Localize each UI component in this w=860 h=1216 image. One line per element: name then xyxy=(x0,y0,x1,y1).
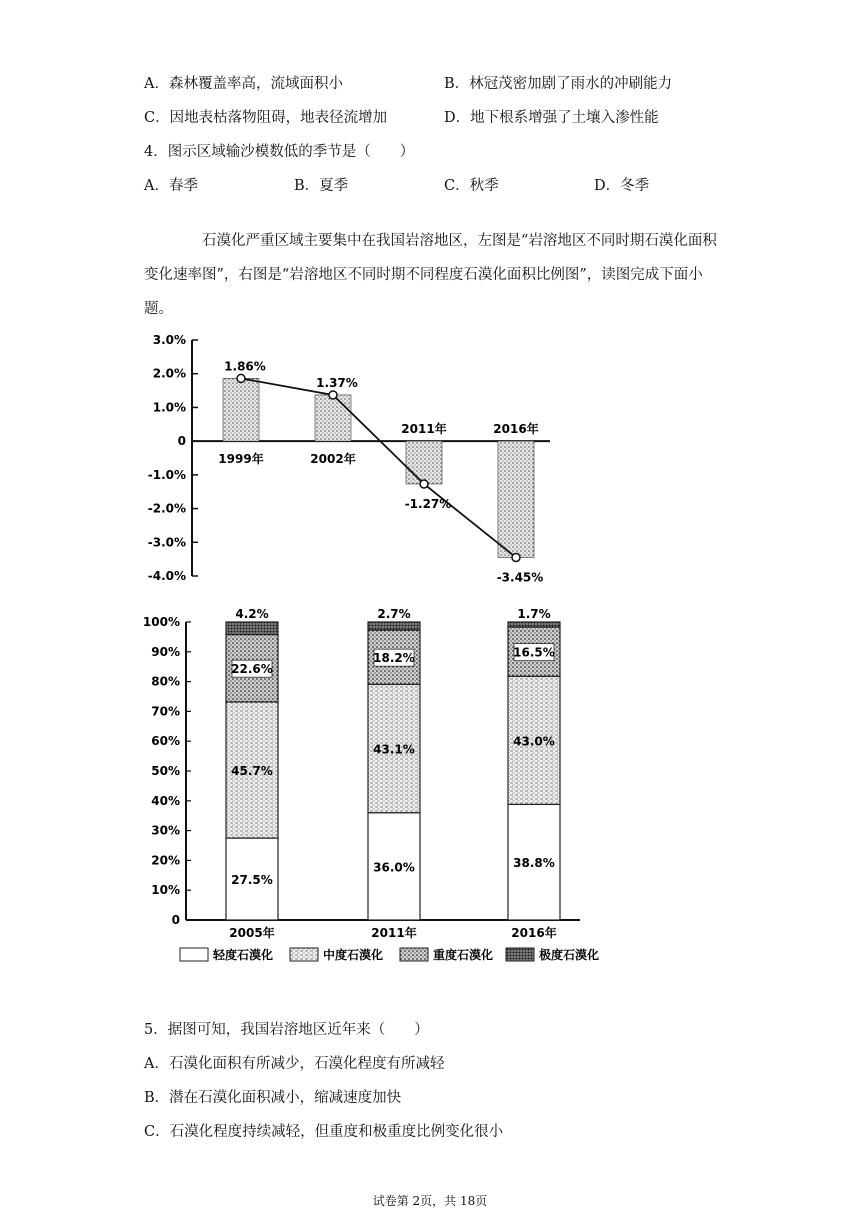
y-tick-label: 70% xyxy=(151,704,180,719)
value-label: 2.7% xyxy=(377,607,411,621)
rate-change-chart xyxy=(140,330,580,590)
q5-option-b: B．潜在石漠化面积减小，缩减速度加快 xyxy=(144,1090,402,1106)
y-tick-label: 1.0% xyxy=(152,400,186,415)
value-label: 45.7% xyxy=(231,763,273,778)
y-tick-label: 30% xyxy=(151,823,180,838)
q5-option-c: C．石漠化程度持续减轻，但重度和极重度比例变化很小 xyxy=(144,1124,504,1140)
q4-option-a: A．春季 xyxy=(144,178,198,194)
legend-swatch xyxy=(290,948,318,961)
category-label: 2016年 xyxy=(493,422,539,437)
y-tick-label: -1.0% xyxy=(147,467,186,482)
stacked-proportion-chart xyxy=(140,606,610,970)
y-tick-label: 0 xyxy=(177,434,186,449)
value-label: 36.0% xyxy=(373,860,415,875)
value-label: 38.8% xyxy=(513,856,555,871)
category-label: 2011年 xyxy=(371,926,417,940)
legend-label: 极度石漠化 xyxy=(539,948,600,962)
value-label: 1.37% xyxy=(316,375,358,390)
y-tick-label: 2.0% xyxy=(152,366,186,381)
page-footer: 试卷第 2页，共 18页 xyxy=(372,1194,488,1208)
stacked-segment xyxy=(368,622,420,630)
y-tick-label: 40% xyxy=(151,793,180,808)
value-label: 43.0% xyxy=(513,734,555,749)
value-label: 16.5% xyxy=(513,645,555,660)
value-label: 1.86% xyxy=(224,359,266,374)
y-tick-label: 100% xyxy=(142,615,180,629)
rate-bar xyxy=(315,395,351,441)
y-tick-label: -3.0% xyxy=(147,535,186,550)
y-tick-label: 90% xyxy=(151,644,180,659)
legend-swatch xyxy=(506,948,534,961)
q5-stem: 5．据图可知，我国岩溶地区近年来（ ） xyxy=(144,1022,429,1038)
category-label: 1999年 xyxy=(218,452,264,467)
legend-swatch xyxy=(400,948,428,961)
intro-text: 石漠化严重区域主要集中在我国岩溶地区，左图是“岩溶地区不同时期石漠化面积变化速率图”，右图是“岩溶地区不同时期不同程度石漠化面积比例图”，读图完成下面小题。 xyxy=(144,233,717,317)
y-tick-label: 0 xyxy=(171,913,180,927)
q3-option-b: B．林冠茂密加剧了雨水的冲刷能力 xyxy=(444,76,673,92)
value-label: 43.1% xyxy=(373,742,415,757)
value-label: 18.2% xyxy=(373,651,415,666)
y-tick-label: 80% xyxy=(151,674,180,689)
y-tick-label: -2.0% xyxy=(147,501,186,516)
trend-point xyxy=(237,374,245,382)
q4-option-c: C．秋季 xyxy=(444,178,499,194)
category-label: 2002年 xyxy=(310,452,356,467)
q4-option-d: D．冬季 xyxy=(594,178,650,194)
q5-option-a: A．石漠化面积有所减少，石漠化程度有所减轻 xyxy=(144,1056,445,1072)
stacked-segment xyxy=(226,622,278,635)
category-label: 2011年 xyxy=(401,422,447,437)
value-label: 1.7% xyxy=(517,607,551,621)
value-label: -3.45% xyxy=(496,570,544,585)
legend-label: 中度石漠化 xyxy=(323,948,384,962)
y-tick-label: -4.0% xyxy=(147,569,186,583)
y-tick-label: 60% xyxy=(151,734,180,749)
legend-swatch xyxy=(180,948,208,961)
category-label: 2005年 xyxy=(229,926,275,940)
stacked-segment xyxy=(508,622,560,627)
rate-bar xyxy=(498,441,534,557)
trend-point xyxy=(512,553,520,561)
y-tick-label: 3.0% xyxy=(152,333,186,347)
rate-bar xyxy=(406,441,442,484)
q4-option-b: B．夏季 xyxy=(294,178,349,194)
legend-label: 轻度石漠化 xyxy=(213,948,274,962)
trend-point xyxy=(329,391,337,399)
rate-bar xyxy=(223,378,259,441)
y-tick-label: 20% xyxy=(151,853,180,868)
y-tick-label: 10% xyxy=(151,883,180,898)
q4-stem: 4．图示区域输沙模数低的季节是（ ） xyxy=(144,144,415,160)
intro-paragraph xyxy=(144,224,724,326)
value-label: 4.2% xyxy=(235,607,269,621)
value-label: -1.27% xyxy=(404,496,452,511)
trend-point xyxy=(420,480,428,488)
q3-option-c: C．因地表枯落物阻碍，地表径流增加 xyxy=(144,110,388,126)
category-label: 2016年 xyxy=(511,926,557,940)
y-tick-label: 50% xyxy=(151,764,180,778)
value-label: 27.5% xyxy=(231,873,273,888)
trend-line xyxy=(241,375,516,557)
legend-label: 重度石漠化 xyxy=(433,948,494,962)
q3-option-d: D．地下根系增强了土壤入渗性能 xyxy=(444,110,659,126)
q3-option-a: A．森林覆盖率高，流域面积小 xyxy=(144,76,343,92)
value-label: 22.6% xyxy=(231,662,273,677)
